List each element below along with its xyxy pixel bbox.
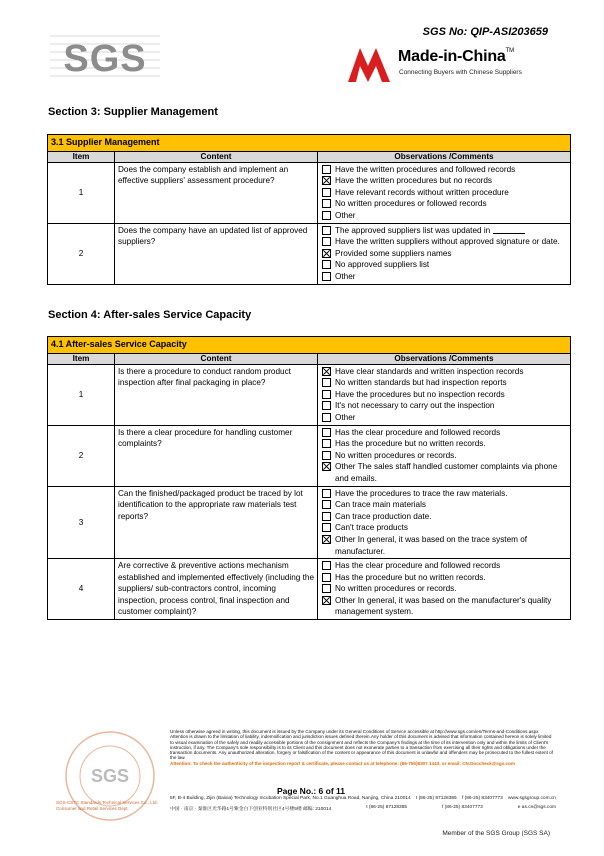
checkbox <box>322 489 331 498</box>
table-row <box>48 425 571 486</box>
observation-options <box>318 486 571 559</box>
section-3-title: Section 3: Supplier Management <box>48 106 218 118</box>
checkbox <box>322 413 331 422</box>
option: Other In general, it was based on the trace system of manufacturer. <box>321 534 567 557</box>
option: Other In general, it was based on the manufacturer's quality management system. <box>321 595 567 618</box>
checkbox-checked <box>322 462 331 471</box>
blank-line <box>493 225 525 234</box>
option: Provided some suppliers names <box>321 248 567 260</box>
authenticity-notice: Attention: To check the authenticity of the inspection report & certificate, please contact us at telephone: (86-755)8307 1443, or email: CN.Doccheck@sgs.com <box>170 760 515 766</box>
checkbox <box>322 390 331 399</box>
option: Have relevant records without written procedure <box>321 187 567 199</box>
table-row <box>48 486 571 559</box>
checkbox-checked <box>322 596 331 605</box>
option: No written procedures or followed records <box>321 198 567 210</box>
after-sales-service-table <box>47 336 571 620</box>
checkbox <box>322 260 331 269</box>
column-header-content: Content <box>115 353 318 364</box>
option: Have the written suppliers without approved signature or date. <box>321 236 567 248</box>
checkbox <box>322 428 331 437</box>
option: Can trace production date. <box>321 511 567 523</box>
observation-options <box>318 559 571 620</box>
made-in-china-m-icon <box>346 44 392 84</box>
item-number: 2 <box>48 425 115 486</box>
table-band-title: 4.1 After-sales Service Capacity <box>48 337 571 354</box>
checkbox <box>322 512 331 521</box>
table-row <box>48 162 571 223</box>
checkbox-checked <box>322 367 331 376</box>
option: Other The sales staff handled customer complaints via phone and emails. <box>321 461 567 484</box>
table-row <box>48 223 571 284</box>
checkbox-checked <box>322 535 331 544</box>
stamp-caption: SGS-CSTC Standards Technical Services Co., Ltd. Consumer and Retail Services Dept. <box>56 800 158 811</box>
checkbox <box>322 211 331 220</box>
observation-options <box>318 162 571 223</box>
sgs-member-note: Member of the SGS Group (SGS SA) <box>442 830 550 837</box>
address-english: 5F, B-4 Building, Zijin (Baixia) Technology Incubation Special Park, No.1 Guanghua Road, Nanjing, China 210014 t (86-25) 87128385 f (86-25) 83407773 www.sgsgroup.com.cn <box>170 796 556 801</box>
item-number: 1 <box>48 364 115 425</box>
option: Has the clear procedure and followed records <box>321 427 567 439</box>
made-in-china-logo <box>346 44 556 86</box>
option: Have the procedures but no inspection records <box>321 389 567 401</box>
column-header-item: Item <box>48 353 115 364</box>
option: Other <box>321 271 567 283</box>
checkbox <box>322 272 331 281</box>
column-header-content: Content <box>115 151 318 162</box>
checkbox <box>322 500 331 509</box>
supplier-management-table <box>47 134 571 285</box>
option: Other <box>321 412 567 424</box>
column-header-observations: Observations /Comments <box>318 353 571 364</box>
checkbox <box>322 378 331 387</box>
item-content: Does the company establish and implement an effective suppliers' assessment procedure? <box>115 162 318 223</box>
table-row <box>48 364 571 425</box>
column-header-observations: Observations /Comments <box>318 151 571 162</box>
checkbox-checked <box>322 176 331 185</box>
sgs-report-number: SGS No: QIP-ASI203659 <box>422 26 548 38</box>
table-band-title: 3.1 Supplier Management <box>48 135 571 152</box>
option: Have clear standards and written inspection records <box>321 366 567 378</box>
option: Has the clear procedure and followed records <box>321 560 567 572</box>
checkbox <box>322 165 331 174</box>
option: Can't trace products <box>321 522 567 534</box>
item-number: 4 <box>48 559 115 620</box>
option: Have the procedures to trace the raw materials. <box>321 488 567 500</box>
section-4-title: Section 4: After-sales Service Capacity <box>48 309 252 321</box>
observation-options <box>318 425 571 486</box>
item-number: 2 <box>48 223 115 284</box>
page-number: Page No.: 6 of 11 <box>277 786 346 796</box>
address-chinese: 中国 · 南京 · 秦淮区光华路1号紫金白下创业特别社区4号楼5楼 邮编: 210014 t (86-25) 87128385 f (86-25) 83407773 e as.cn@sgs.com <box>170 805 556 812</box>
option: Has the procedure but no written records. <box>321 438 567 450</box>
option: It's not necessary to carry out the inspection <box>321 400 567 412</box>
column-header-item: Item <box>48 151 115 162</box>
made-in-china-subtitle: Connecting Buyers with Chinese Suppliers <box>399 69 522 76</box>
item-number: 1 <box>48 162 115 223</box>
legal-disclaimer: Unless otherwise agreed in writing, this document is issued by the Company under its General Conditions of Service accessible at http://www.sgs.com/en/Terms-and-Conditions.aspx Attention is drawn to the limitation of liability, indemnification and jurisdiction issues defined therein.Any holder of this document is advised that information contained hereon is solely limited to visual examination of the safely and readily accessible portions of the consignment and reflects the Company's findings at the time of its intervention only and within the limits of Client's instruction, if any. The Company's sole responsibility is to its Client and this document does not exonerate parties to a transaction from exercising all their rights and obligations under the transaction documents. Any unauthorized alteration, forgery or falsification of the content or appearance of this document is unlawful and offenders may be prosecuted to the fullest extent of the law. Attention: To check the authenticity of the inspection report & certificate, please contact us at telephone: (86-755)8307 1443, or email: CN.Doccheck@sgs.com <box>170 729 556 766</box>
checkbox <box>322 573 331 582</box>
option: No written procedures or records. <box>321 450 567 462</box>
checkbox <box>322 561 331 570</box>
option: No approved suppliers list <box>321 259 567 271</box>
item-content: Is there a clear procedure for handling customer complaints? <box>115 425 318 486</box>
checkbox <box>322 237 331 246</box>
svg-text:SGS: SGS <box>63 38 147 80</box>
option: No written procedures or records. <box>321 583 567 595</box>
checkbox <box>322 523 331 532</box>
item-content: Does the company have an updated list of approved suppliers? <box>115 223 318 284</box>
table-row <box>48 559 571 620</box>
option: No written standards but had inspection reports <box>321 377 567 389</box>
item-content: Are corrective & preventive actions mechanism established and implemented effectively (including the suppliers/ sub-contractors control, incoming inspection, process control, final inspection and customer complaint)? <box>115 559 318 620</box>
option: Other <box>321 210 567 222</box>
item-content: Can the finished/packaged product be traced by lot identification to the appropriate raw materials test reports? <box>115 486 318 559</box>
checkbox <box>322 584 331 593</box>
checkbox <box>322 439 331 448</box>
item-number: 3 <box>48 486 115 559</box>
checkbox <box>322 188 331 197</box>
made-in-china-title: Made-in-China™ <box>398 48 514 65</box>
observation-options <box>318 223 571 284</box>
option: Can trace main materials <box>321 499 567 511</box>
sgs-logo <box>50 28 160 88</box>
option: Has the procedure but no written records. <box>321 572 567 584</box>
item-content: Is there a procedure to conduct random product inspection after final packaging in place? <box>115 364 318 425</box>
checkbox <box>322 451 331 460</box>
checkbox <box>322 199 331 208</box>
page-footer <box>0 722 604 856</box>
option: Have the written procedures and followed records <box>321 164 567 176</box>
checkbox-checked <box>322 249 331 258</box>
option: Have the written procedures but no records <box>321 175 567 187</box>
observation-options <box>318 364 571 425</box>
option: The approved suppliers list was updated in <box>321 225 567 237</box>
checkbox <box>322 401 331 410</box>
checkbox <box>322 226 331 235</box>
svg-text:SGS: SGS <box>90 766 130 786</box>
